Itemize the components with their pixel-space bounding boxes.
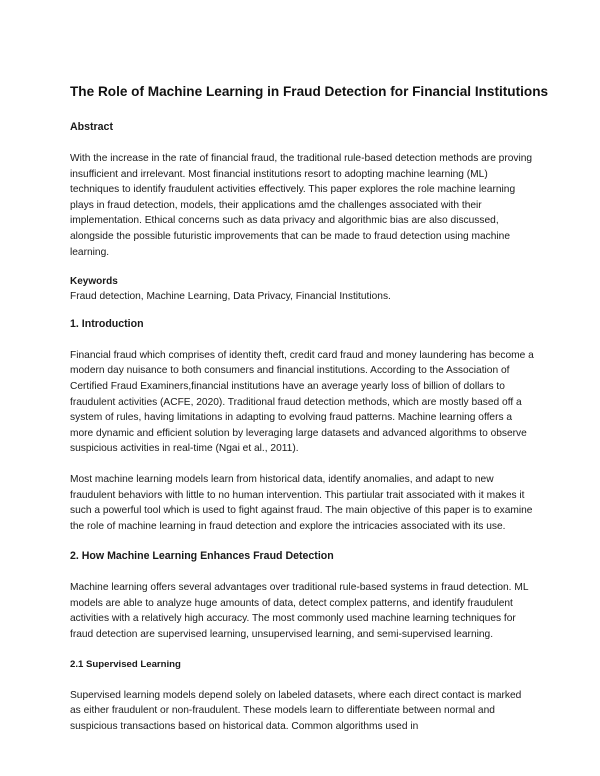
section-1-paragraph-2: Most machine learning models learn from historical data, identify anomalies, and adapt to new fraudulent behaviors with little to no human intervention. This partiular trait associated with it makes it such a powerful tool which is used to fight against fraud. The main objective of this paper is to examine the role of machine learning in fraud detection and explore the intricacies associated with its use.: [70, 473, 533, 532]
section-1-paragraph-1: Financial fraud which comprises of identity theft, credit card fraud and money laundering has become a modern day nuisance to both consumers and financial institutions. According to the Association of Certified Fraud Examiners,financial institutions have an average yearly loss of billion of dollars to fraudulent activities (ACFE, 2020). Traditional fraud detection methods, which are mostly based off a system of rules, having limitations in adapting to evolving fraud patterns. Machine learning offers a more dynamic and efficient solution by leveraging large datasets and advanced algorithms to observe suspicious activities in real-time (Ngai et al., 2011).: [70, 349, 534, 455]
paper-title: The Role of Machine Learning in Fraud Detection for Financial Institutions: [70, 84, 549, 99]
section-1-heading: 1. Introduction: [70, 317, 144, 330]
abstract-text: With the increase in the rate of financial fraud, the traditional rule-based detection methods are proving insufficient and irrelevant. Most financial institutions resort to adopting machine learning (ML) techniques to identify fraudulent activities effectively. This paper explores the role machine learning plays in fraud detection, models, their applications amd the challenges associated with their implementation. Ethical concerns such as data privacy and algorithmic bias are also discussed, alongside the possible futuristic improvements that can be made to fraud detection using machine learning.: [70, 153, 533, 258]
keywords-heading: Keywords: [70, 276, 118, 288]
section-2-heading: 2. How Machine Learning Enhances Fraud Detection: [70, 550, 334, 563]
document-page: [70, 84, 549, 734]
section-2-1-heading: 2.1 Supervised Learning: [70, 658, 181, 670]
section-2-1-paragraph-1: Supervised learning models depend solely on labeled datasets, where each direct contact is marked as either fraudulent or non-fraudulent. These models learn to differentiate between normal and suspicious transactions based on historical data. Common algorithms used in: [70, 689, 522, 732]
keywords-text: Fraud detection, Machine Learning, Data Privacy, Financial Institutions.: [70, 291, 391, 303]
abstract-heading: Abstract: [70, 121, 113, 133]
section-2-paragraph-1: Machine learning offers several advantages over traditional rule-based systems in fraud detection. ML models are able to analyze huge amounts of data, detect complex patterns, and identify fraudulent activities with a relatively high accuracy. The most commonly used machine learning techniques for fraud detection are supervised learning, unsupervised learning, and semi-supervised learning.: [70, 582, 529, 641]
